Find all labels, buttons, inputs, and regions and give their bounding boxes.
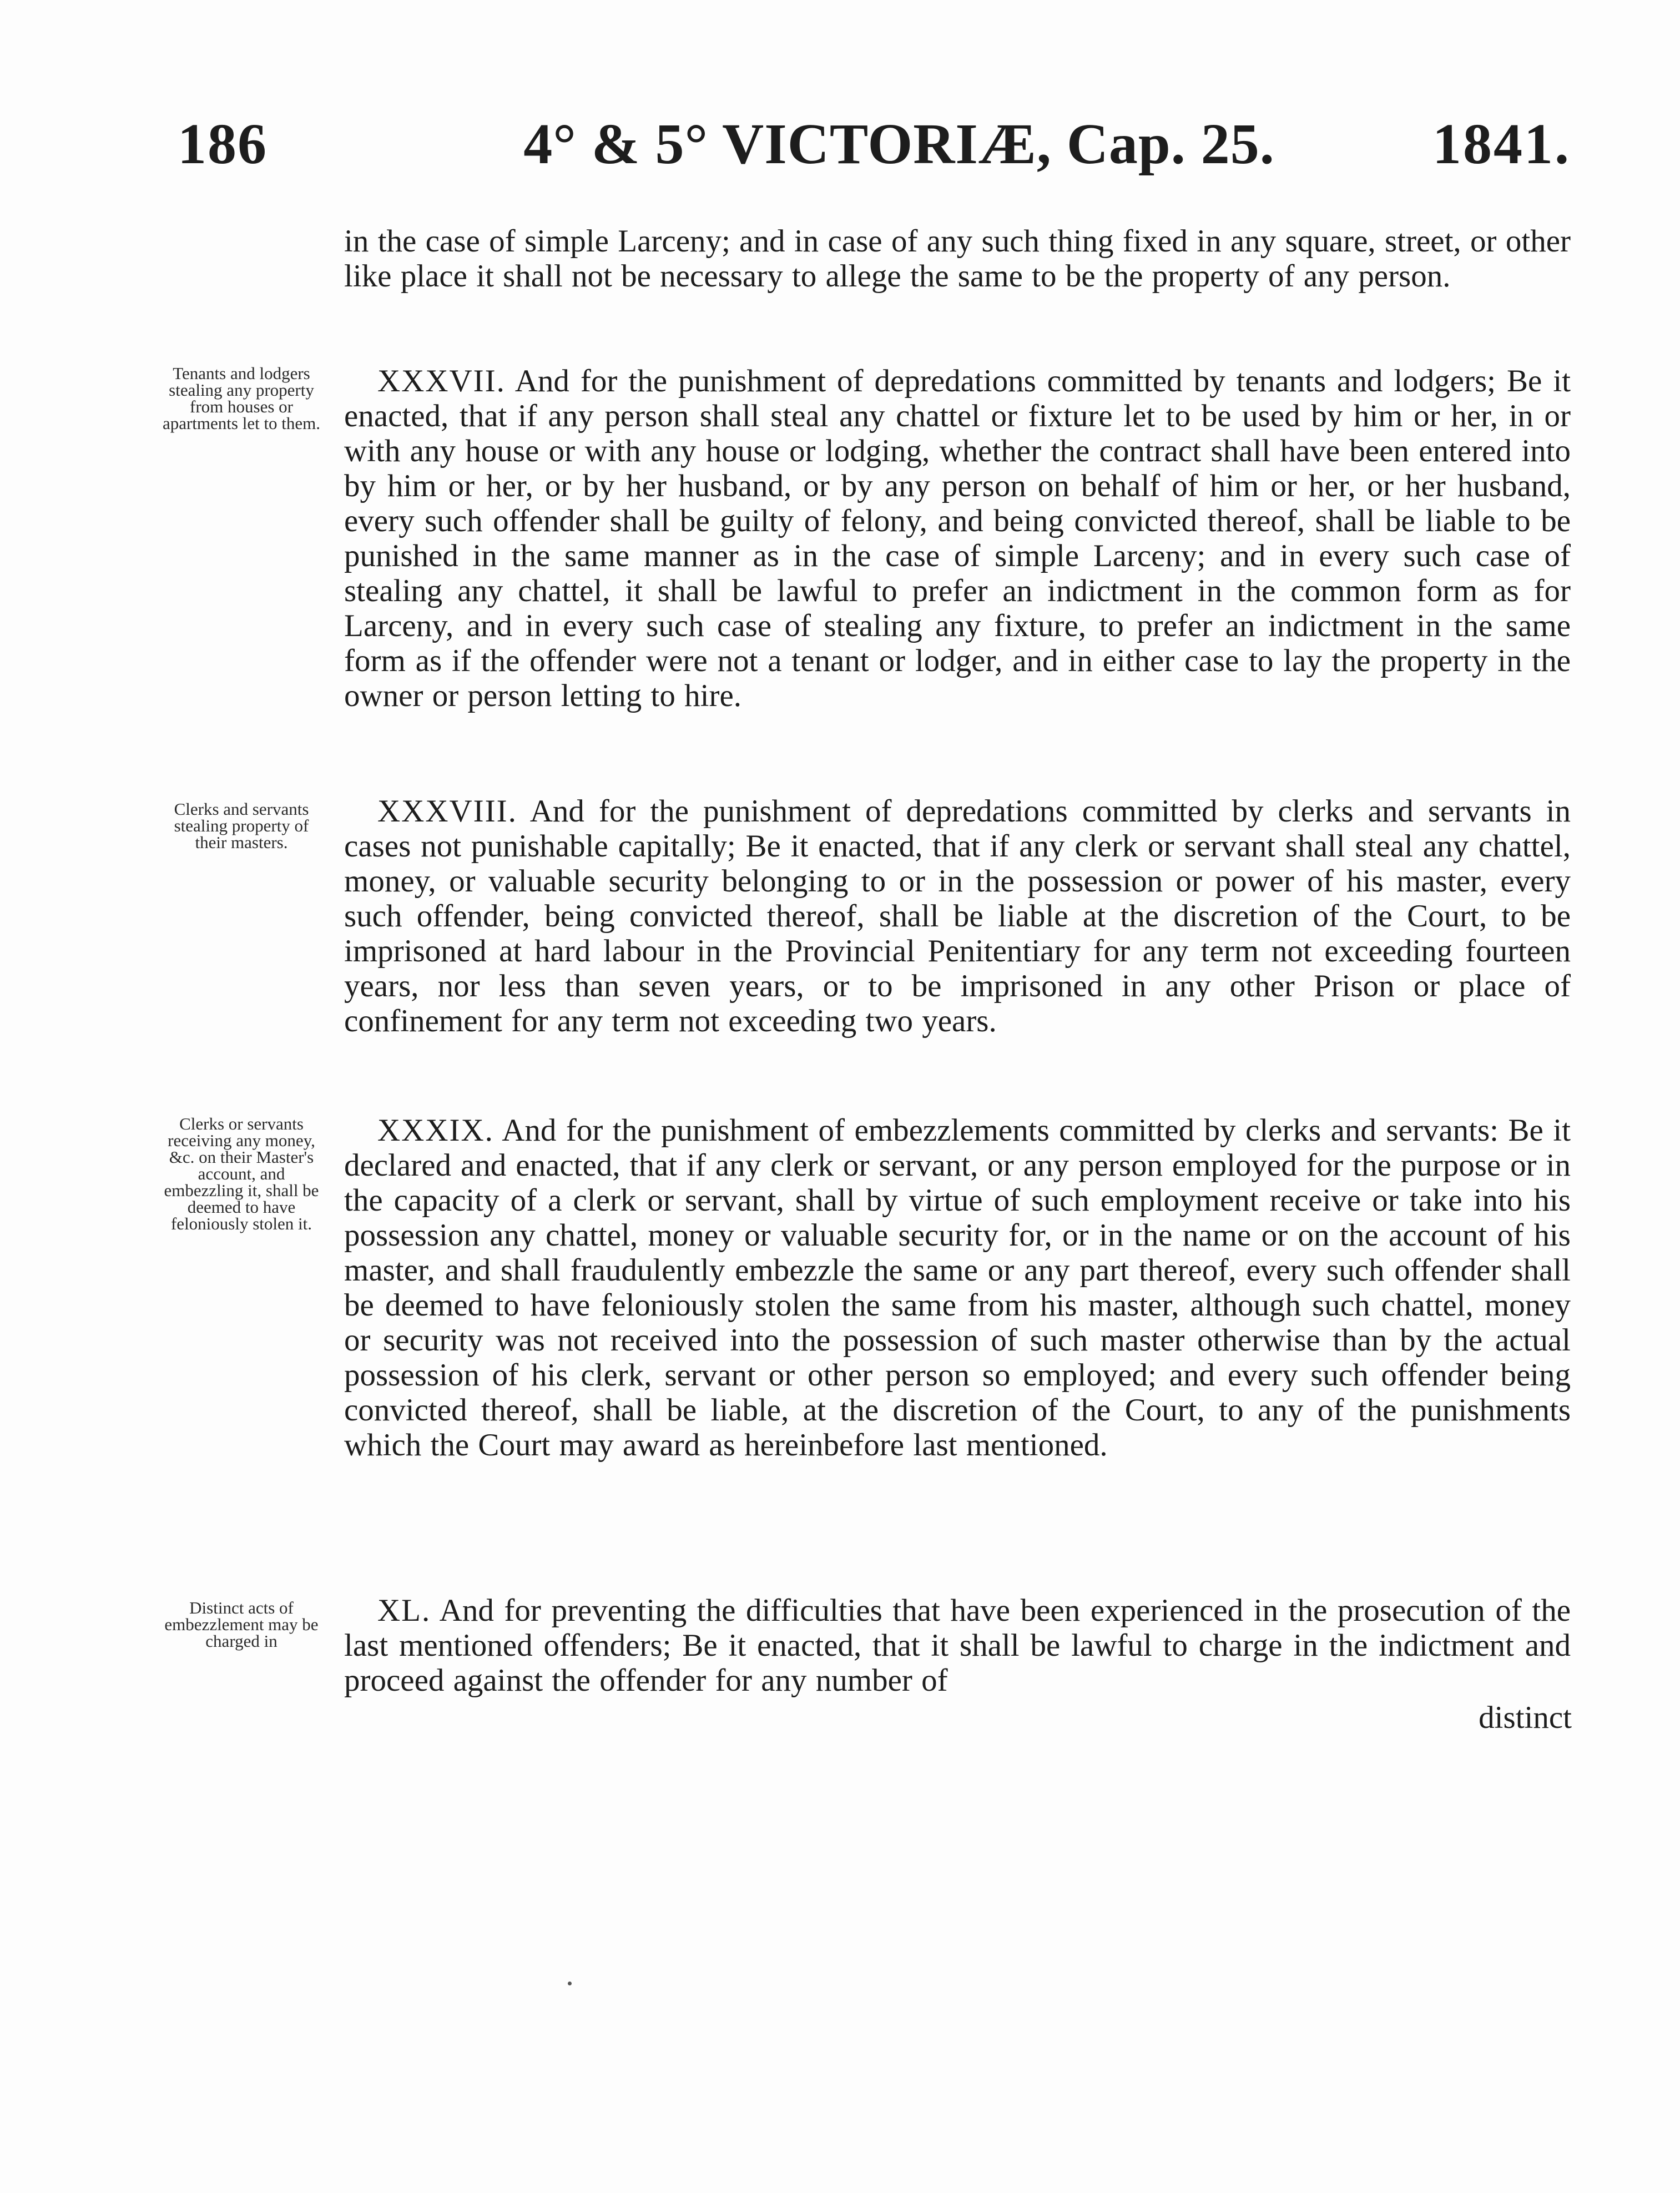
section-38	[344, 794, 1571, 1038]
section-40-number: XL.	[377, 1593, 431, 1628]
section-40-text: And for preventing the difficulties that have been experienced in the prosecution of the last mentioned offenders; Be it enacted, that it shall be lawful to charge in the indictment and proceed against the offender for any number of	[344, 1593, 1571, 1698]
running-title: 4° & 5° VICTORIÆ, Cap. 25.	[523, 112, 1275, 176]
page-header	[178, 111, 1571, 183]
section-37-paragraph	[344, 364, 1571, 713]
ink-speck	[568, 1982, 572, 1985]
section-38-paragraph	[344, 794, 1571, 1038]
margin-note-section-39: Clerks or servants receiving any money, &c. on their Master's account, and embezzling it, shall be deemed to have feloniously stolen it.	[164, 1114, 319, 1233]
continuation-text: in the case of simple Larceny; and in case of any such thing fixed in any square, street, or other like place it shall not be necessary to allege the same to be the property of any person.	[344, 224, 1571, 294]
section-38-number: XXXVIII.	[377, 794, 517, 829]
section-39-text: And for the punishment of embezzlements committed by clerks and servants: Be it declared and enacted, that if any clerk or servant, or any person employed for the purpose or in the capacity of a clerk or servant, shall by virtue of such employment receive or take into his possession any chattel, money or valuable security for, or in the name or on the account of his master, and shall fraudulently embezzle the same or any part thereof, every such offender shall be deemed to have feloniously stolen the same from his master, although such chattel, money or security was not received into the possession of such master otherwise than by the actual possession of his clerk, servant or other person so employed; and every such offender being convicted thereof, shall be liable, at the discretion of the Court, to any of the punishments which the Court may award as hereinbefore last mentioned.	[344, 1113, 1571, 1463]
page-number: 186	[178, 112, 268, 176]
header-year: 1841.	[1432, 112, 1571, 176]
margin-note-section-38: Clerks and servants stealing property of their masters.	[174, 799, 309, 852]
section-39-paragraph	[344, 1113, 1571, 1463]
section-38-text: And for the punishment of depredations committed by clerks and servants in cases not punishable capitally; Be it enacted, that if any clerk or servant shall steal any chattel, money, or valuable security belonging to or in the possession or power of his master, every such offender, being convicted thereof, shall be liable at the discretion of the Court, to be imprisoned at hard labour in the Provincial Penitentiary for any term not exceeding fourteen years, nor less than seven years, or to be imprisoned in any other Prison or place of confinement for any term not exceeding two years.	[344, 794, 1571, 1038]
margin-note-section-37: Tenants and lodgers stealing any property from houses or apartments let to them.	[162, 364, 321, 433]
section-40-paragraph	[344, 1593, 1571, 1698]
section-37-number: XXXVII.	[377, 364, 506, 399]
section-39	[344, 1113, 1571, 1463]
continuation-paragraph	[344, 224, 1571, 294]
margin-note-section-40: Distinct acts of embezzlement may be charged in	[164, 1598, 319, 1651]
section-37	[344, 364, 1571, 713]
catchword: distinct	[1479, 1700, 1572, 1735]
section-37-text: And for the punishment of depredations committed by tenants and lodgers; Be it enacted, that if any person shall steal any chattel or fixture let to be used by him or her, in or with any house or with any house or lodging, whether the contract shall have been entered into by him or her, or by her husband, or by any person on behalf of him or her, or her husband, every such offender shall be guilty of felony, and being convicted thereof, shall be liable to be punished in the same manner as in the case of simple Larceny; and in every such case of stealing any chattel, it shall be lawful to prefer an indictment in the common form as for Larceny, and in every such case of stealing any fixture, to prefer an indictment in the same form as if the offender were not a tenant or lodger, and in either case to lay the property in the owner or person letting to hire.	[344, 364, 1571, 713]
section-40	[344, 1593, 1571, 1698]
section-39-number: XXXIX.	[377, 1113, 494, 1148]
